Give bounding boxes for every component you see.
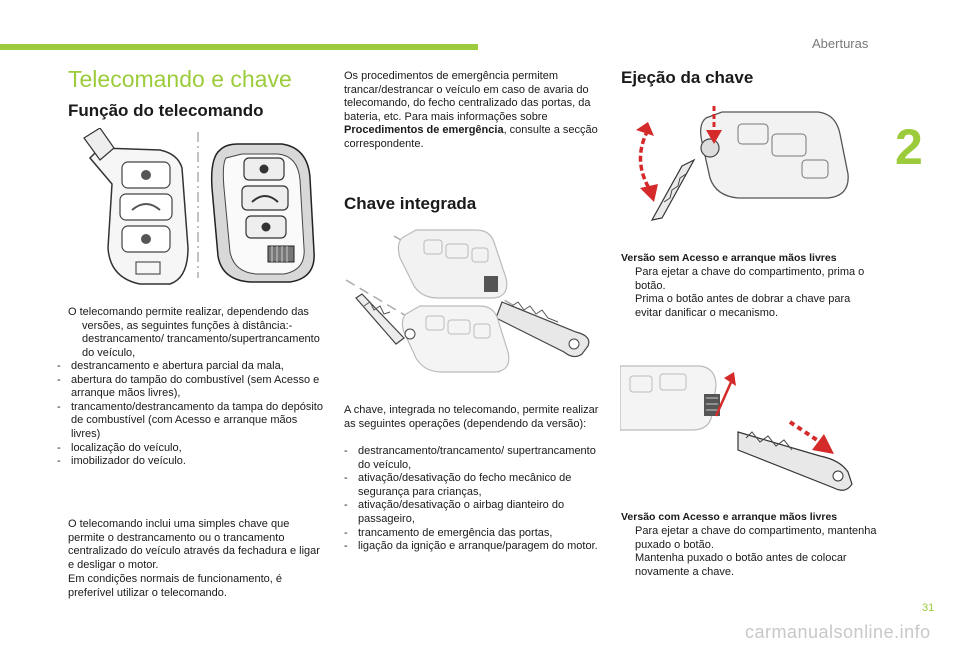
- remote-intro-text: O telecomando permite realizar, dependendo das versões, as seguintes funções à distância:- destrancamento/ trancamento/supertrancamento do veículo,: [68, 306, 320, 359]
- key-ejection-illustration-1: [622, 100, 862, 230]
- heading-integrated-key: Chave integrada: [344, 194, 477, 213]
- list-item: - destrancamento e abertura parcial da mala,: [57, 360, 284, 372]
- remote-function-list: [57, 360, 325, 469]
- version-2-steps: [621, 525, 879, 579]
- emergency-procedures-link: Procedimentos de emergência: [344, 124, 504, 137]
- list-item: - localização do veículo,: [57, 441, 182, 454]
- version-1-title: Versão sem Acesso e arranque mãos livres: [621, 252, 837, 264]
- integrated-key-intro: A chave, integrada no telecomando, permite realizar as seguintes operações (dependendo da versão):: [344, 404, 599, 430]
- list-item: - trancamento de emergência das portas,: [344, 526, 553, 539]
- list-item: Prima o botão antes de dobrar a chave para evitar danificar o mecanismo.: [635, 293, 851, 319]
- list-item: - imobilizador do veículo.: [57, 455, 186, 468]
- watermark: carmanualsonline.info: [745, 622, 931, 642]
- emergency-procedures-paragraph: Os procedimentos de emergência permitem trancar/destrancar o veículo em caso de avaria do telecomando, do fecho centralizado das portas, da bateria, etc. Para mais informações sobre Procedimentos de emergência, consulte a secção correspondente.: [344, 70, 598, 150]
- section-label: Aberturas: [812, 36, 869, 51]
- simple-key-paragraph: O telecomando inclui uma simples chave que permite o destrancamento ou o trancamento centralizado do veículo através da fechadura e ligar e desligar o motor.: [68, 518, 320, 571]
- list-item: - ativação/desativação o airbag dianteiro do passageiro,: [344, 499, 565, 525]
- page-title: Telecomando e chave: [68, 66, 292, 92]
- version-1-steps: [621, 266, 879, 320]
- list-item: - ligação da ignição e arranque/paragem do motor.: [344, 540, 598, 553]
- integrated-key-list: [344, 445, 602, 554]
- heading-key-ejection: Ejeção da chave: [621, 68, 754, 87]
- integrated-key-illustration: [346, 222, 606, 394]
- chapter-number: 2: [895, 119, 923, 175]
- list-item: - ativação/desativação do fecho mecânico de segurança para crianças,: [344, 472, 572, 498]
- list-item: Para ejetar a chave do compartimento, prima o botão.: [635, 266, 865, 292]
- heading-remote-function: Função do telecomando: [68, 101, 264, 120]
- remote-key-illustration: [70, 128, 330, 296]
- top-accent-bar: [0, 44, 478, 50]
- list-item: - destrancamento/trancamento/ supertrancamento do veículo,: [344, 445, 596, 471]
- version-2-title: Versão com Acesso e arranque mãos livres: [621, 511, 838, 523]
- list-item: - abertura do tampão do combustível (sem Acesso e arranque mãos livres),: [57, 373, 320, 400]
- normal-use-paragraph: Em condições normais de funcionamento, é preferível utilizar o telecomando.: [68, 573, 283, 599]
- list-item: Mantenha puxado o botão antes de colocar novamente a chave.: [635, 552, 847, 578]
- page-number: 31: [922, 602, 935, 614]
- key-ejection-illustration-2: [620, 360, 866, 500]
- list-item: Para ejetar a chave do compartimento, mantenha puxado o botão.: [635, 525, 877, 551]
- list-item: - trancamento/destrancamento da tampa do depósito de combustível (com Acesso e arranque mãos livres): [57, 400, 323, 440]
